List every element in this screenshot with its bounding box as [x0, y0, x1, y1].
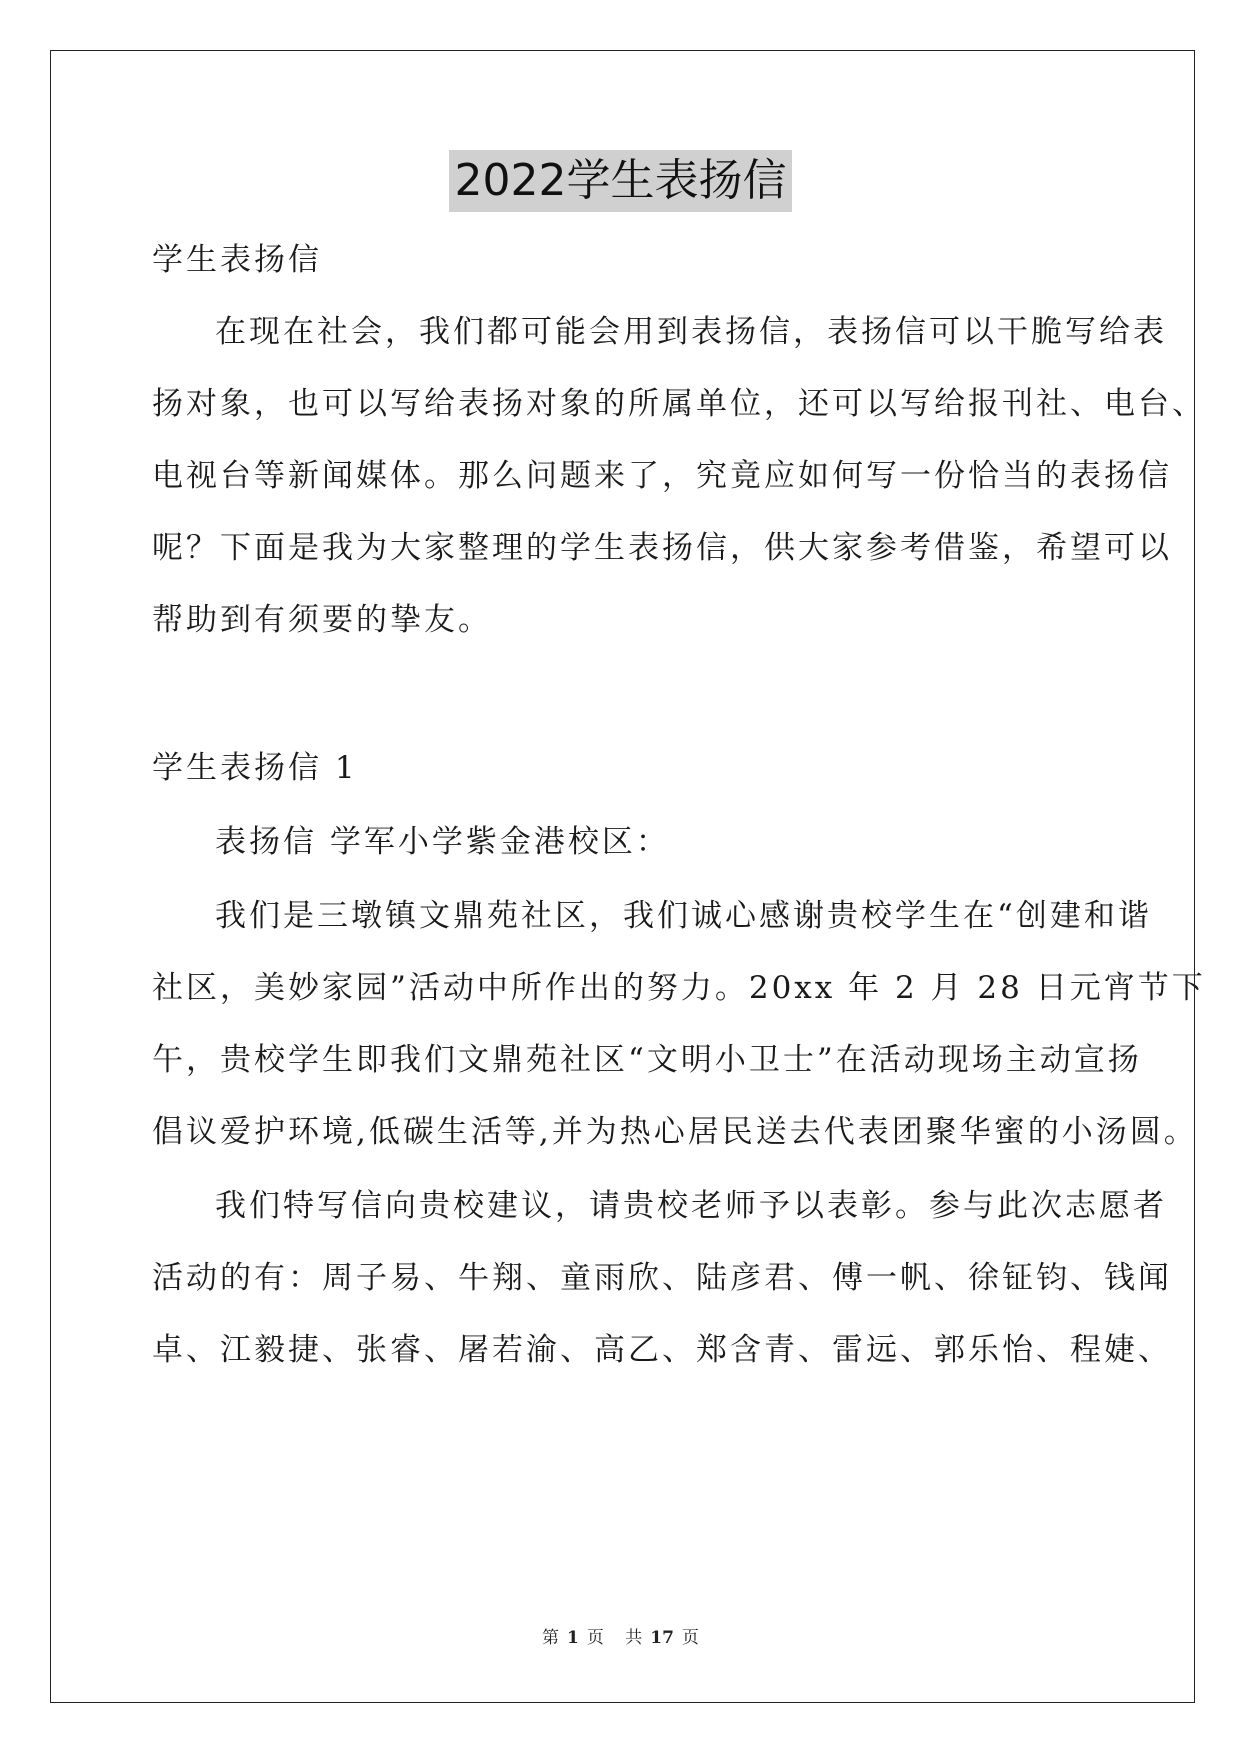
- page-footer: [0, 1623, 1241, 1648]
- page-indicator: [538, 1628, 608, 1648]
- total-prefix: 共: [625, 1628, 643, 1648]
- page-number: 1: [567, 1628, 579, 1648]
- paragraph-line: 呢？下面是我为大家整理的学生表扬信，供大家参考借鉴，希望可以: [152, 530, 1172, 566]
- section-heading: 学生表扬信: [152, 242, 322, 278]
- paragraph-line: 在现在社会，我们都可能会用到表扬信，表扬信可以干脆写给表: [215, 314, 1167, 350]
- paragraph-line: 卓、江毅捷、张睿、屠若渝、高乙、郑含青、雷远、郭乐怡、程婕、: [152, 1332, 1172, 1368]
- document-title: 2022学生表扬信: [449, 150, 793, 212]
- paragraph-line: 倡议爱护环境,低碳生活等,并为热心居民送去代表团聚华蜜的小汤圆。: [152, 1114, 1198, 1150]
- paragraph-line: 活动的有：周子易、牛翔、童雨欣、陆彦君、傅一帆、徐钲钧、钱闻: [152, 1260, 1172, 1296]
- title-container: [0, 150, 1241, 212]
- letter-salutation: 表扬信 学军小学紫金港校区：: [215, 824, 670, 860]
- paragraph-line: 我们特写信向贵校建议，请贵校老师予以表彰。参与此次志愿者: [215, 1188, 1167, 1224]
- total-pages-indicator: [621, 1628, 703, 1648]
- paragraph-line: 午，贵校学生即我们文鼎苑社区“文明小卫士”在活动现场主动宣扬: [152, 1042, 1142, 1078]
- paragraph-line: 扬对象，也可以写给表扬对象的所属单位，还可以写给报刊社、电台、: [152, 386, 1206, 422]
- paragraph-line: 帮助到有须要的挚友。: [152, 602, 492, 638]
- page-prefix: 第: [542, 1628, 560, 1648]
- section-heading: 学生表扬信 1: [152, 750, 358, 786]
- total-pages: 17: [650, 1628, 674, 1648]
- paragraph-line: 电视台等新闻媒体。那么问题来了，究竟应如何写一份恰当的表扬信: [152, 458, 1172, 494]
- paragraph-line: 我们是三墩镇文鼎苑社区，我们诚心感谢贵校学生在“创建和谐: [215, 898, 1152, 934]
- paragraph-line: 社区，美妙家园”活动中所作出的努力。20xx 年 2 月 28 日元宵节下: [152, 970, 1206, 1006]
- total-suffix: 页: [681, 1628, 699, 1648]
- page-suffix: 页: [586, 1628, 604, 1648]
- page-border: [50, 50, 1195, 1703]
